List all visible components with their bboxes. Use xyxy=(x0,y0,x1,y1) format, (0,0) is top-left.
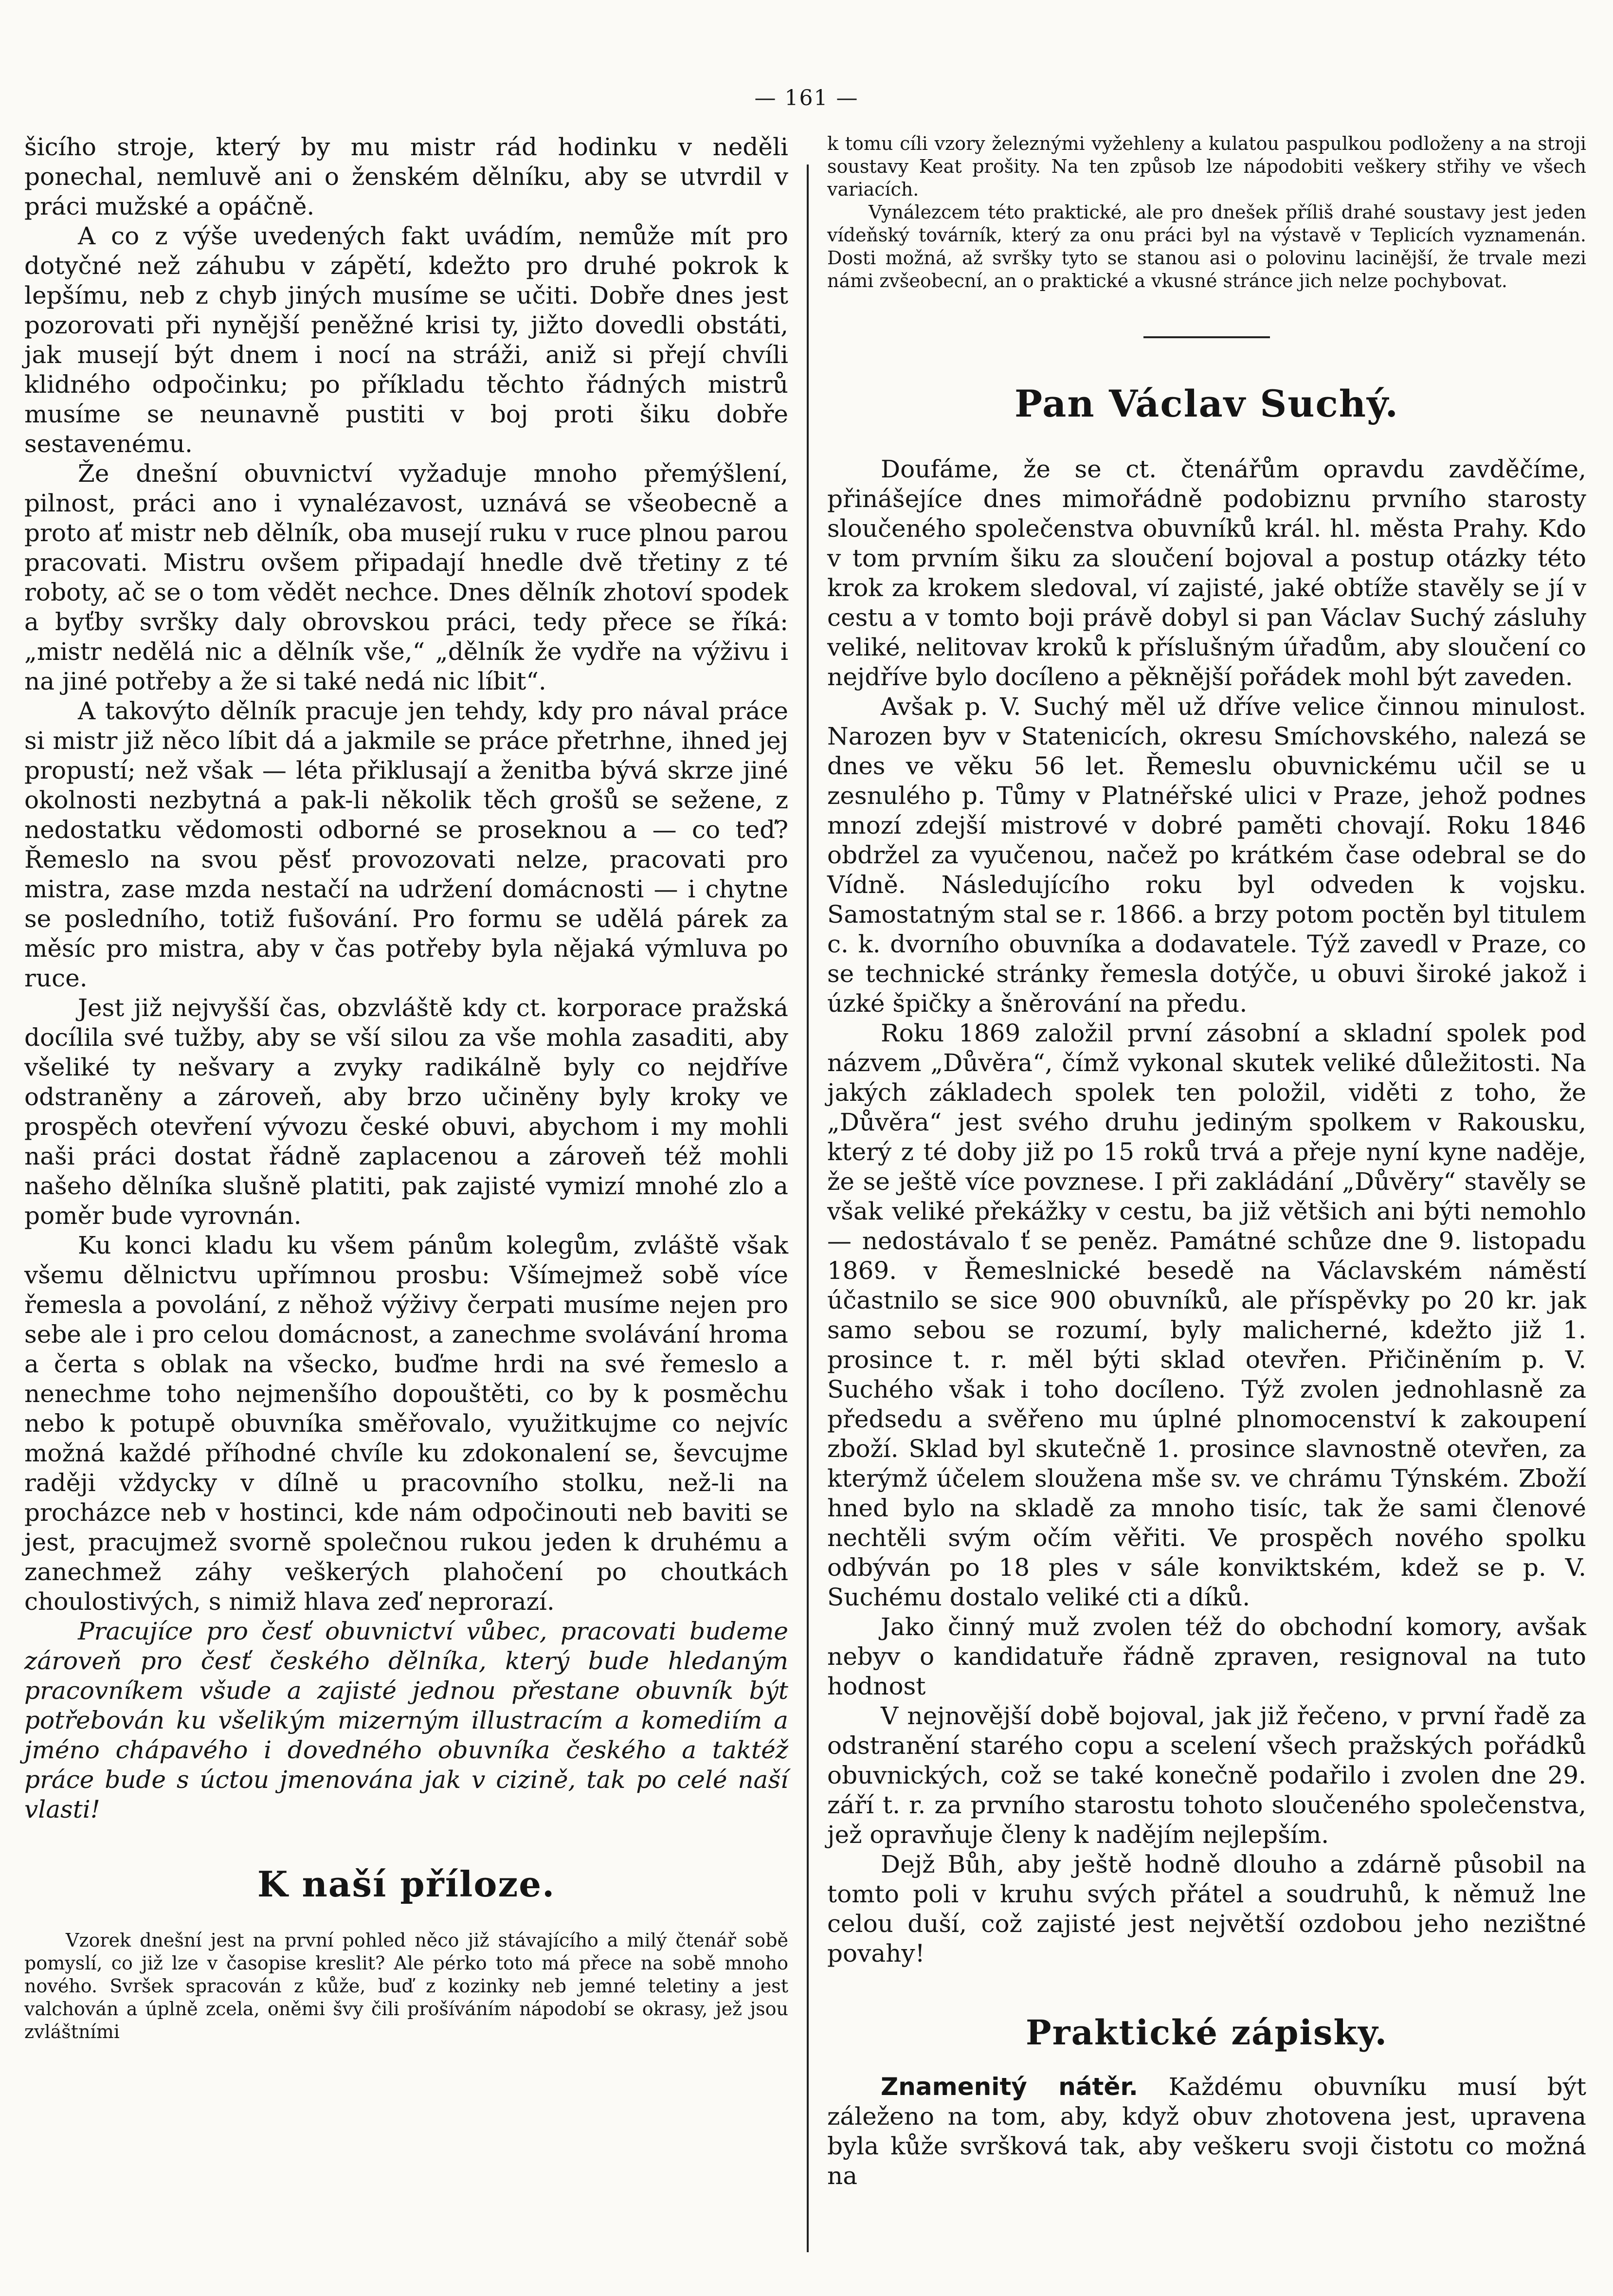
closing-appeal: Pracujíce pro česť obuvnictví vůbec, pracovati budeme zároveň pro česť českého dělníka, který bude hledaným pracovníkem všude a zajisté jednou přestane obuvník být potřebován ku všelikým mizerným illustracím a komediím a jméno chápavého i dovedného obuvníka českého a taktéž práce bude s úctou jmenována jak v cizině, tak po celé naší vlasti! xyxy=(24,1617,788,1823)
right-column xyxy=(827,132,1586,2191)
paragraph: Jako činný muž zvolen též do obchodní komory, avšak nebyv o kandidatuře řádně zpraven, resignoval na tuto hodnost xyxy=(827,1613,1586,1700)
run-in-text: Každému obuvníku musí být záleženo na tom, aby, když obuv zhotovena jest, upravena byla kůže svršková tak, aby veškeru svoji čistotu co možná na xyxy=(827,2073,1586,2190)
paragraph: Jest již nejvyšší čas, obzvláště kdy ct. korporace pražská docílila své tužby, aby se vší silou za vše mohla zasaditi, aby všeliké ty nešvary a zvyky radikálně byly co nejdříve odstraněny a zároveň, aby brzo učiněny byly kroky ve prospěch otevření vývozu české obuvi, abychom i my mohli naši práci dostat řádně zaplacenou a zároveň též mohli našeho dělníka slušně platiti, pak zajisté vymizí mnohé zlo a poměr bude vyrovnán. xyxy=(24,994,788,1230)
run-in-title: Znamenitý nátěr. xyxy=(881,2073,1138,2101)
section-separator xyxy=(1143,336,1270,338)
paragraph: Avšak p. V. Suchý měl už dříve velice činnou minulost. Narozen byv v Statenicích, okresu Smíchovského, nalezá se dnes ve věku 56 let. Řemeslu obuvnickému učil se u zesnulého p. Tůmy v Platnéřské ulici v Praze, jehož podnes mnozí zdejší mistrové v dobré paměti chovají. Roku 1846 obdržel za vyučenou, načež po krátkém čase odebral se do Vídně. Následujícího roku byl odveden k vojsku. Samostatným stal se r. 1866. a brzy potom poctěn byl titulem c. k. dvorního obuvníka a dodavatele. Týž zavedl v Praze, co se technické stránky řemesla dotýče, u obuvi široké jakož i úzké špičky a šněrování na předu. xyxy=(827,692,1586,1018)
page-number: — 161 — xyxy=(754,86,859,110)
paragraph: Že dnešní obuvnictví vyžaduje mnoho přemýšlení, pilnost, práci ano i vynalézavost, uznává se všeobecně a proto ať mistr neb dělník, oba musejí ruku v ruce plnou parou pracovati. Mistru ovšem připadají hnedle dvě třetiny z té roboty, ač se o tom vědět nechce. Dnes dělník zhotoví spodek a byťby svršky daly obrovskou práci, tedy přece se říká: „mistr nedělá nic a dělník vše,“ „dělník že vydře na výživu i na jiné potřeby a že si také nedá nic líbit“. xyxy=(24,459,788,695)
supplement-paragraph: k tomu cíli vzory železnými vyžehleny a kulatou paspulkou podloženy a na stroji soustavy Keat prošity. Na ten způsob lze nápodobiti veškery střihy ve všech variacích. xyxy=(827,133,1586,200)
paragraph: A takovýto dělník pracuje jen tehdy, kdy pro nával práce si mistr již něco líbit dá a jakmile se práce přetrhne, ihned jej propustí; než však — léta přiklusají a ženitba bývá skrze jiné okolnosti nezbytná a pak-li několik těch grošů se sežene, z nedostatku vědomosti odborné se proseknou a — co teď? Řemeslo na svou pěsť provozovati nelze, pracovati pro mistra, zase mzda nestačí na udržení domácnosti — i chytne se posledního, totiž fušování. Pro formu se udělá párek za měsíc pro mistra, aby v čas potřeby byla nějaká výmluva po ruce. xyxy=(24,697,788,992)
paragraph xyxy=(827,2072,1586,2191)
section-heading-supplement: K naší příloze. xyxy=(257,1863,556,1905)
section-heading-practical: Praktické zápisky. xyxy=(1026,2012,1388,2053)
paragraph: Ku konci kladu ku všem pánům kolegům, zvláště však všemu dělnictvu upřímnou prosbu: Všímejmež sobě více řemesla a povolání, z něhož výživy čerpati musíme nejen pro sebe ale i pro celou domácnost, a zanechme svolávání hroma a čerta s oblak na všecko, buďme hrdi na své řemeslo a nenechme toho nejmenšího dopouštěti, co by k posměchu nebo k potupě obuvníka směřovalo, využitkujme co nejvíc možná každé příhodné chvíle ku zdokonalení se, ševcujme raději vždycky v dílně u pracovního stolku, než-li na procházce neb v hostinci, kde nám odpočinouti neb baviti se jest, pracujmež svorně společnou rukou jeden k druhému a zanechmež záhy veškerých plahočení po choutkách choulostivých, s nimiž hlava zeď neprorazí. xyxy=(24,1231,788,1616)
column-divider xyxy=(807,164,809,2252)
section-heading-suchy: Pan Václav Suchý. xyxy=(1015,382,1399,425)
paragraph: Doufáme, že se ct. čtenářům opravdu zavděčíme, přinášejíce dnes mimořádně podobiznu prvního starosty sloučeného společenstva obuvníků král. hl. města Prahy. Kdo v tom prvním šiku za sloučení bojoval a postup otázky této krok za krokem sledoval, ví zajisté, jaké obtíže stavěly se jí v cestu a v tomto boji právě dobyl si pan Václav Suchý zásluhy veliké, nelitovav kroků k příslušným úřadům, aby sloučení co nejdříve bylo docíleno a pěknější pořádek mohl být zaveden. xyxy=(827,455,1586,691)
paragraph: Dejž Bůh, aby ještě hodně dlouho a zdárně působil na tomto poli v kruhu svých přátel a soudruhů, k němuž lne celou duší, což zajisté jest největší ozdobou jeho nezištné povahy! xyxy=(827,1850,1586,1968)
left-column xyxy=(24,132,788,2043)
paragraph: šicího stroje, který by mu mistr rád hodinku v neděli ponechal, nemluvě ani o ženském dělníku, aby se utvrdil v práci mužské a opáčně. xyxy=(24,133,788,220)
paragraph: V nejnovější době bojoval, jak již řečeno, v první řadě za odstranění starého copu a scelení všech pražských pořádků obuvnických, což se také konečně podařilo i zvolen dne 29. září t. r. za prvního starostu tohoto sloučeného společenstva, jež opravňuje členy k nadějím nejlepším. xyxy=(827,1702,1586,1849)
paragraph: A co z výše uvedených fakt uvádím, nemůže mít pro dotyčné než záhubu v zápětí, kdežto pro druhé pokrok k lepšímu, neb z chyb jiných musíme se učiti. Dobře dnes jest pozorovati při nynější peněžné krisi ty, jižto dovedli obstáti, jak musejí být dnem i nocí na stráži, aniž si přejí chvíli klidného odpočinku; po příkladu těchto řádných mistrů musíme se neunavně pustiti v boj proti šiku dobře sestavenému. xyxy=(24,222,788,458)
supplement-paragraph: Vzorek dnešní jest na první pohled něco již stávajícího a milý čtenář sobě pomyslí, co již lze v časopise kreslit? Ale pérko toto má přece na sobě mnoho nového. Svršek spracován z kůže, buď z kozinky neb jemné teletiny a jest valchován a úplně zcela, oněmi švy čili prošíváním nápodobí se okrasy, jež jsou zvláštními xyxy=(24,1930,788,2042)
supplement-paragraph: Vynálezcem této praktické, ale pro dnešek příliš drahé soustavy jest jeden vídeňský továrník, který za onu práci byl na výstavě v Teplicích vyznamenán. Dosti možná, až svršky tyto se stanou asi o polovinu lacinější, že trvale mezi námi zvšeobecní, an o praktické a vkusné stránce jich nelze pochybovat. xyxy=(827,201,1586,292)
paragraph: Roku 1869 založil první zásobní a skladní spolek pod názvem „Důvěra“, čímž vykonal skutek veliké důležitosti. Na jakých základech spolek ten položil, viděti z toho, že „Důvěra“ jest svého druhu jediným spolkem v Rakousku, který z té doby již po 15 roků trvá a přeje nyní kyne naděje, že se ještě více povznese. I při zakládání „Důvěry“ stavěly se však veliké překážky v cestu, ba již většich ani býti nemohlo — nedostávalo ť se peněz. Památné schůze dne 9. listopadu 1869. v Řemeslnické besedě na Václavském náměstí účastnilo se sice 900 obuvníků, ale příspěvky po 20 kr. jak samo sebou se rozumí, byly malicherné, kdežto již 1. prosince t. r. měl býti sklad otevřen. Přičiněním p. V. Suchého však i toho docíleno. Týž zvolen jednohlasně za předsedu a svěřeno mu úplné plnomocenství k zakoupení zboží. Sklad byl skutečně 1. prosince slavnostně otevřen, za kterýmž účelem sloužena mše sv. ve chrámu Týnském. Zboží hned bylo na skladě za mnoho tisíc, tak že sami členové nechtěli svým očím věřiti. Ve prospěch nového spolku odbýván po 18 ples v sále konviktském, kdež se p. V. Suchému dostalo veliké cti a díků. xyxy=(827,1019,1586,1611)
